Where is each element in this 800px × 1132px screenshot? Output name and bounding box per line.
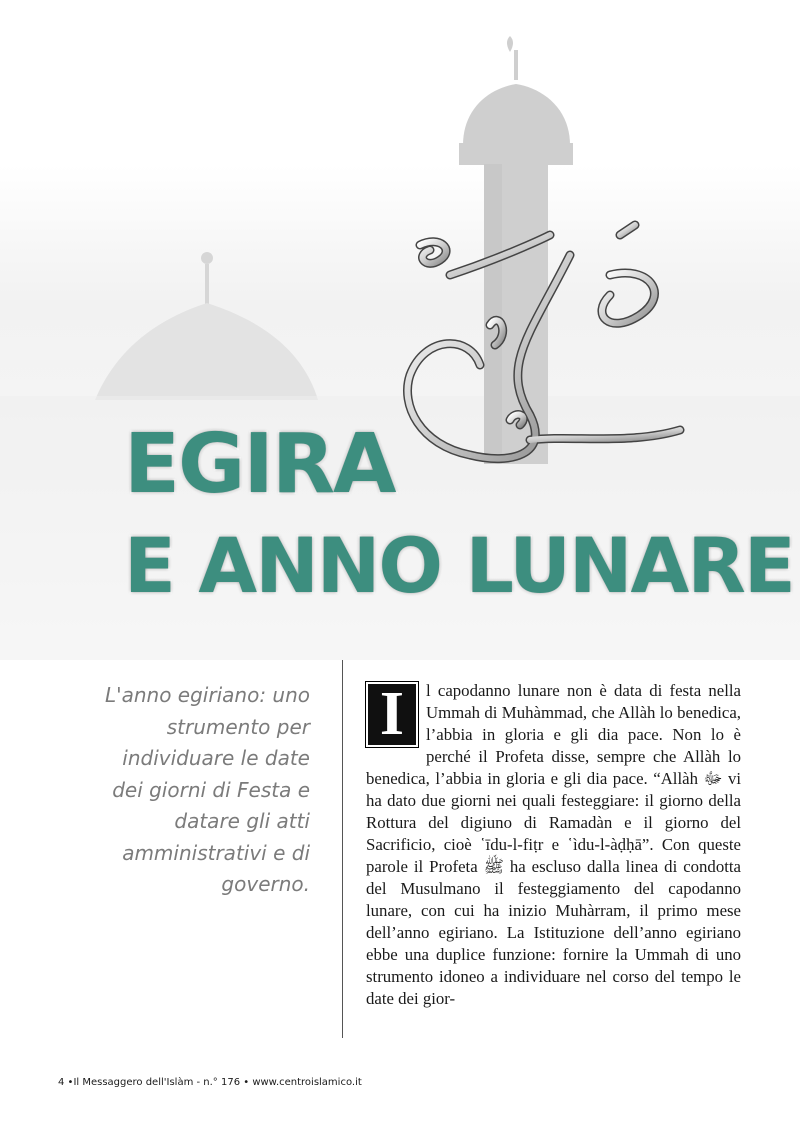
article-text: l capodanno lunare non è data di festa nella Ummah di Muhàmmad, che Allàh lo benedica, l’abbia in gloria e gli dia pace. Non lo è perché il Profeta disse, sempre che Allàh lo benedica, l’abbia in gloria e gli dia pace. “Allàh ﷻ vi ha dato due giorni nei quali festeggiare: il giorno della Rottura del digiuno di Ramadàn e il giorno del Sacrificio, cioè ῾īdu-l-fiṭr e ῾ìdu-l-àḍḥā”. Con queste parole il Profeta ﷺ ha escluso dalla linea di condotta del Musulmano il festeggiamento del capodanno lunare, con cui ha inizio Muhàrram, il primo mese dell’anno egiriano. La Istituzione dell’anno egiriano ebbe una duplice funzione: fornire la Ummah di uno strumento idoneo a individuare nel corso del tempo le date dei gior- [366,681,741,1008]
headline-line-1: EGIRA [124,417,395,512]
drop-cap: I [366,682,418,747]
column-divider [342,660,343,1038]
article-body [366,680,741,1010]
headline-line-2: E ANNO LUNARE [124,521,794,610]
page-footer: 4 •Il Messaggero dell'Islàm - n.° 176 • www.centroislamico.it [58,1077,362,1088]
pull-quote: L'anno egiriano: uno strumento per individuare le date dei giorni di Festa e datare gli atti amministrativi e di governo. [104,683,310,896]
hijra-calligraphy-icon [390,215,690,475]
